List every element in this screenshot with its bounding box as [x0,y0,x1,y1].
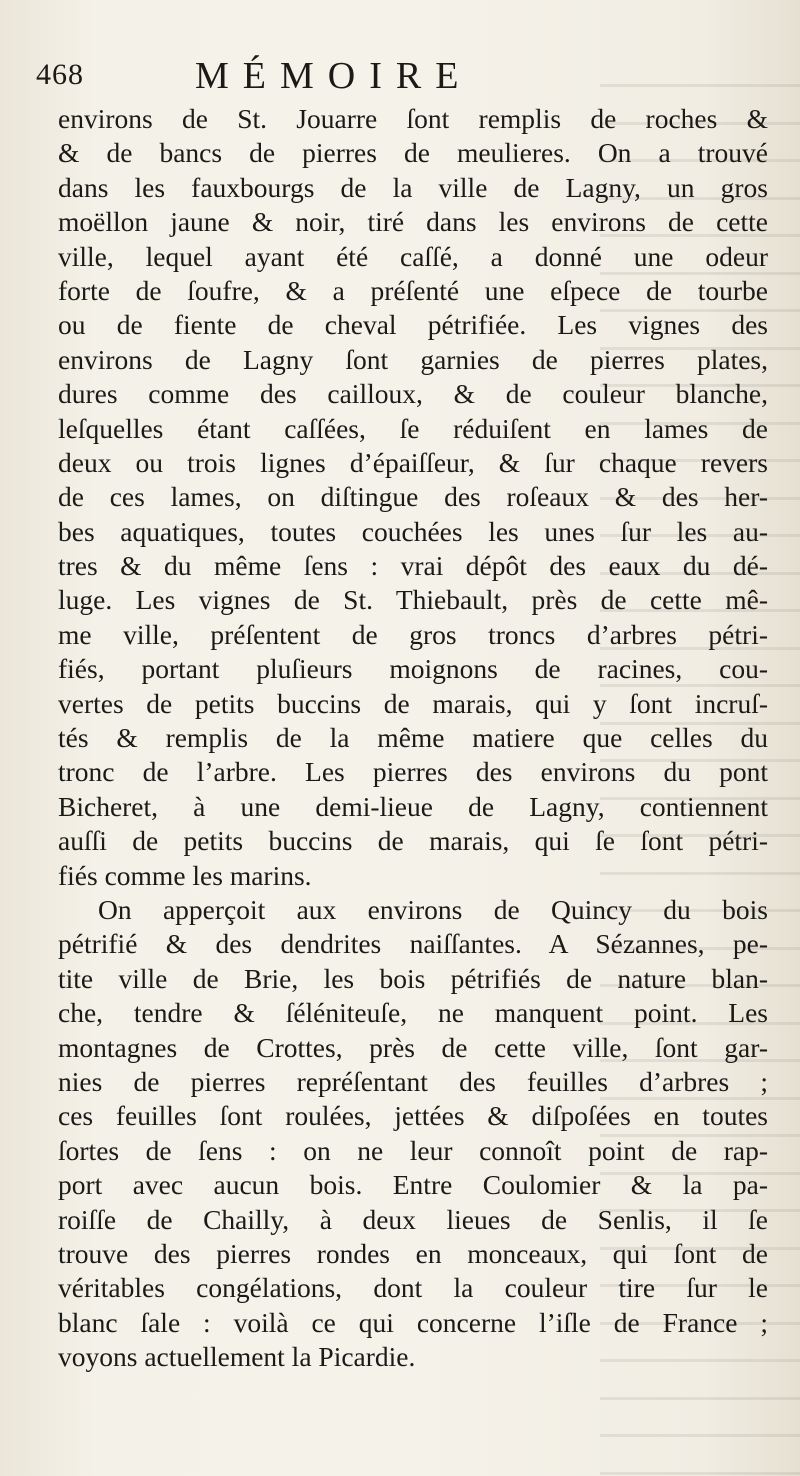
text-line: pétrifié & des dendrites naiſſantes. A Sézannes, pe- [58,928,768,960]
text-line: me ville, préſentent de gros troncs d’arbres pétri- [58,618,768,650]
text-line: moëllon jaune & noir, tiré dans les environs de cette [58,206,768,238]
text-line: deux ou trois lignes d’épaiſſeur, & ſur chaque revers [58,446,768,478]
text-line: véritables congélations, dont la couleur tire ſur le [58,1272,768,1304]
running-title: MÉMOIRE [195,55,473,97]
text-line: ſortes de ſens : on ne leur connoît point de rap- [58,1134,768,1166]
text-line: fiés comme les marins. [58,859,312,891]
text-line: montagnes de Crottes, près de cette ville, ſont gar- [58,1031,768,1063]
text-line: On apperçoit aux environs de Quincy du bois [98,893,768,925]
text-line: tés & remplis de la même matiere que celles du [58,722,768,754]
text-line: tres & du même ſens : vrai dépôt des eaux du dé- [58,550,768,582]
paragraph-2 [58,893,768,1374]
text-line: auſſi de petits buccins de marais, qui ſe ſont pétri- [58,825,768,857]
text-line: trouve des pierres rondes en monceaux, qui ſont de [58,1237,768,1269]
page-header [0,54,800,100]
body-text [58,102,768,1374]
text-line: tite ville de Brie, les bois pétrifiés de nature blan- [58,962,768,994]
text-line: environs de Lagny ſont garnies de pierres plates, [58,343,768,375]
paragraph-1 [58,102,768,893]
text-line: port avec aucun bois. Entre Coulomier & la pa- [58,1169,768,1201]
text-line: & de bancs de pierres de meulieres. On a trouvé [58,137,768,169]
text-line: blanc ſale : voilà ce qui concerne l’iſle de France ; [58,1306,768,1338]
text-line: tronc de l’arbre. Les pierres des environs du pont [58,756,768,788]
text-line: che, tendre & ſéléniteuſe, ne manquent point. Les [58,997,768,1029]
text-line: forte de ſoufre, & a préſenté une eſpece de tourbe [58,274,768,306]
page-number: 468 [36,58,84,91]
text-line: ou de fiente de cheval pétrifiée. Les vignes des [58,309,768,341]
text-line: ces feuilles ſont roulées, jettées & diſpoſées en toutes [58,1100,768,1132]
text-line: dures comme des cailloux, & de couleur blanche, [58,378,768,410]
text-line: vertes de petits buccins de marais, qui y ſont incruſ- [58,687,768,719]
text-line: ville, lequel ayant été caſſé, a donné une odeur [58,240,768,272]
text-line: de ces lames, on diſtingue des roſeaux & des her- [58,481,768,513]
text-line: roiſſe de Chailly, à deux lieues de Senlis, il ſe [58,1203,768,1235]
text-line: bes aquatiques, toutes couchées les unes ſur les au- [58,515,768,547]
text-line: leſquelles étant caſſées, ſe réduiſent en lames de [58,412,768,444]
text-line: fiés, portant pluſieurs moignons de racines, cou- [58,653,768,685]
text-line: luge. Les vignes de St. Thiebault, près de cette mê- [58,584,768,616]
text-line: nies de pierres repréſentant des feuilles d’arbres ; [58,1065,768,1097]
text-line: dans les fauxbourgs de la ville de Lagny, un gros [58,171,768,203]
text-line: voyons actuellement la Picardie. [58,1341,416,1373]
text-line: environs de St. Jouarre ſont remplis de roches & [58,103,768,134]
text-line: Bicheret, à une demi-lieue de Lagny, contiennent [58,790,768,822]
